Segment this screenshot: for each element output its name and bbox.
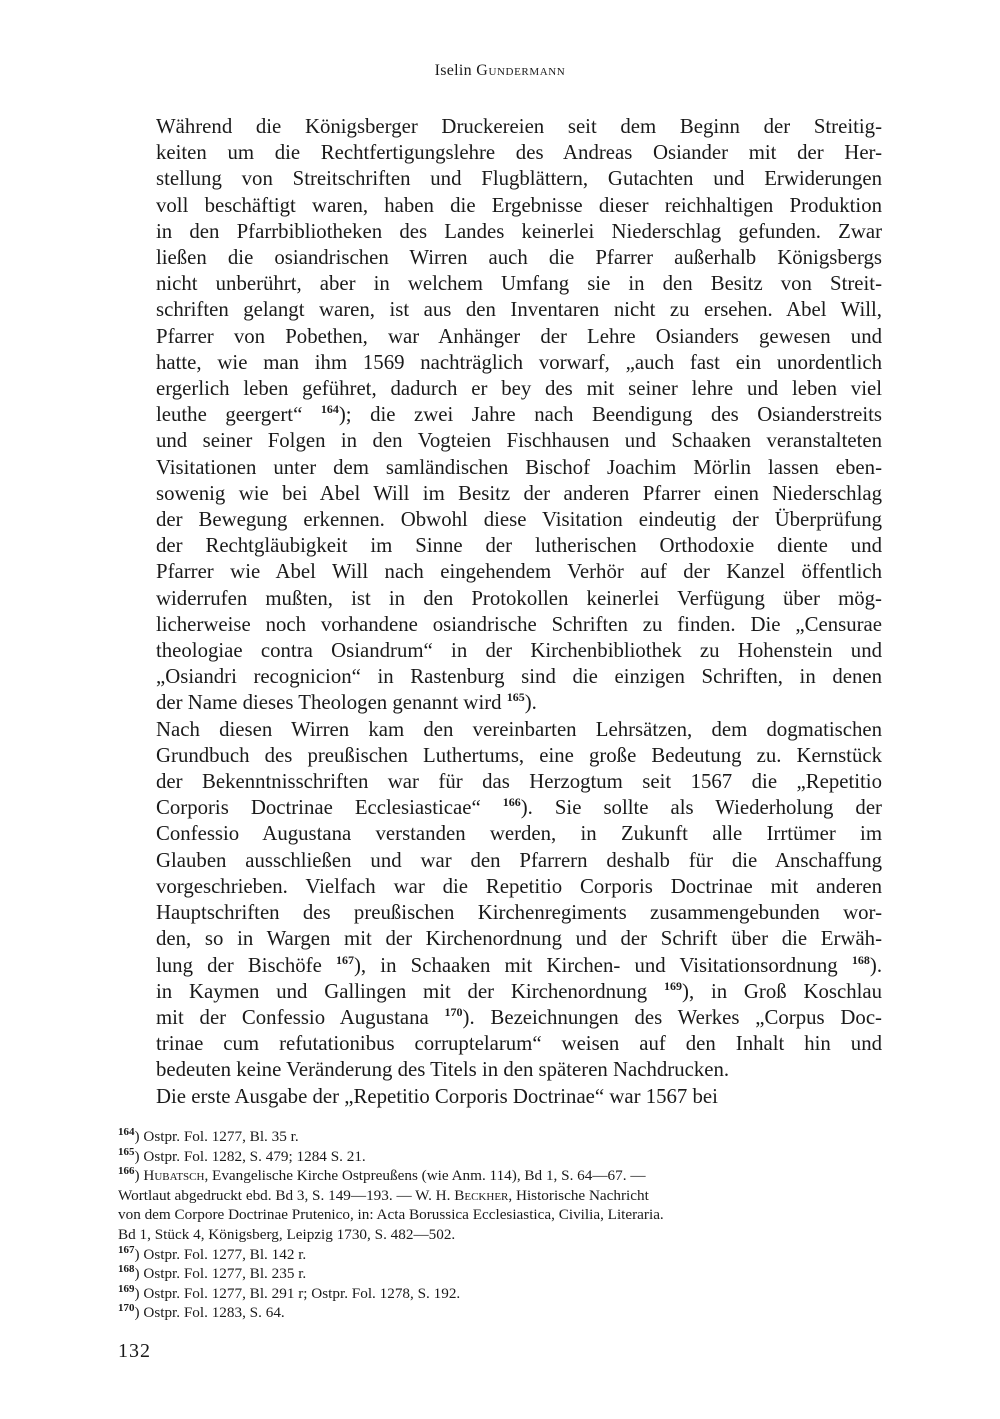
footnote-reference: 170 bbox=[444, 1004, 463, 1019]
running-header bbox=[0, 62, 1000, 80]
footnotes bbox=[118, 1127, 882, 1323]
text-line: der Bekenntnisschriften war für das Herzogtum seit 1567 die „Repetitio bbox=[156, 770, 882, 794]
footnote-reference: 164 bbox=[320, 402, 339, 417]
footnote: $^{170}$) Ostpr. Fol. 1283, S. 64. bbox=[118, 1302, 285, 1322]
paragraph bbox=[118, 114, 882, 717]
text-line: sowenig wie bei Abel Will im Besitz der anderen Pfarrer einen Niederschlag bbox=[156, 481, 882, 505]
text-line: voll beschäftigt waren, haben die Ergebnisse dieser reichhaltigen Produktion bbox=[156, 193, 882, 217]
small-caps-name: Hubatsch bbox=[143, 1167, 205, 1185]
footnote-label: 165 bbox=[118, 1145, 135, 1158]
text-line: Pfarrer von Pobethen, war Anhänger der Lehre Osianders gewesen und bbox=[156, 324, 882, 348]
page-number: 132 bbox=[118, 1340, 151, 1362]
text-line: der Rechtgläubigkeit im Sinne der lutherischen Orthodoxie diente und bbox=[156, 534, 882, 558]
footnote-label: 170 bbox=[118, 1302, 135, 1315]
text-line: und seiner Folgen in den Vogteien Fischhausen und Schaaken veranstalteten bbox=[156, 429, 882, 453]
text-line: „Osiandri recognicion“ in Rastenburg sind die einzigen Schriften, in denen bbox=[156, 665, 882, 689]
footnote-reference: 167 bbox=[336, 952, 354, 967]
footnote-reference: 169 bbox=[664, 978, 683, 993]
text-line: vorgeschrieben. Vielfach war die Repetitio Corporis Doctrinae mit anderen bbox=[156, 874, 882, 898]
footnote-label: 167 bbox=[118, 1243, 135, 1256]
text-line: theologiae contra Osiandrum“ in der Kirchenbibliothek zu Hohenstein und bbox=[156, 639, 882, 663]
body-text bbox=[118, 114, 882, 1110]
footnote-label: 169 bbox=[118, 1282, 135, 1295]
footnote-continuation: Wortlaut abgedruckt ebd. Bd 3, S. 149—193. — W. H. Beckher, Historische Nachricht bbox=[118, 1186, 649, 1204]
footnote-label: 166 bbox=[118, 1165, 135, 1178]
footnote: $^{167}$) Ostpr. Fol. 1277, Bl. 142 r. bbox=[118, 1243, 307, 1263]
text-line: keiten um die Rechtfertigungslehre des Andreas Osiander mit der Her- bbox=[156, 141, 882, 165]
text-line: Hauptschriften des preußischen Kirchenregiments zusammengebunden wor- bbox=[156, 901, 882, 925]
text-line: trinae cum refutationibus corruptelarum“ weisen auf den Inhalt hin und bbox=[156, 1032, 882, 1056]
text-line: Glauben ausschließen und war den Pfarrern deshalb für die Anschaffung bbox=[156, 848, 882, 872]
footnote: $^{164}$) Ostpr. Fol. 1277, Bl. 35 r. bbox=[118, 1125, 299, 1145]
footnote: $^{166}$) Hubatsch, Evangelische Kirche Ostpreußens (wie Anm. 114), Bd 1, S. 64—67. — bbox=[118, 1165, 646, 1185]
text-line: den, so in Wargen mit der Kirchenordnung und der Schrift über die Erwäh- bbox=[156, 927, 882, 951]
text-line: mit der Confessio Augustana $^{170}$). Bezeichnungen des Werkes „Corpus Doc- bbox=[156, 1004, 882, 1029]
footnote: $^{168}$) Ostpr. Fol. 1277, Bl. 235 r. bbox=[118, 1263, 307, 1283]
text-line: licherweise noch vorhandene osiandrische Schriften zu finden. Die „Censurae bbox=[156, 612, 882, 636]
footnote-label: 164 bbox=[118, 1125, 135, 1138]
text-line: ergerlich leben geführet, dadurch er bey des mit seiner lehre und leben viel bbox=[156, 377, 882, 401]
text-line: leuthe geergert“ $^{164}$); die zwei Jahre nach Beendigung des Osianderstreits bbox=[156, 402, 883, 427]
footnote-continuation: Bd 1, Stück 4, Königsberg, Leipzig 1730, S. 482—502. bbox=[118, 1225, 456, 1243]
text-line: in Kaymen und Gallingen mit der Kirchenordnung $^{169}$), in Groß Koschlau bbox=[156, 978, 882, 1003]
footnote: $^{169}$) Ostpr. Fol. 1277, Bl. 291 r; Ostpr. Fol. 1278, S. 192. bbox=[118, 1282, 461, 1302]
footnote-reference: 168 bbox=[851, 952, 870, 967]
footnote: $^{165}$) Ostpr. Fol. 1282, S. 479; 1284 S. 21. bbox=[118, 1145, 366, 1165]
text-line: nicht unberührt, aber in welchem Umfang sie in den Besitz von Streit- bbox=[156, 272, 882, 296]
text-line: Grundbuch des preußischen Luthertums, eine große Bedeutung zu. Kernstück bbox=[156, 743, 882, 767]
header-author-last: Gundermann bbox=[476, 62, 566, 79]
text-line: hatte, wie man ihm 1569 nachträglich vorwarf, „auch fast ein unordentlich bbox=[156, 350, 882, 374]
text-line: Confessio Augustana verstanden werden, in Zukunft alle Irrtümer im bbox=[156, 822, 882, 846]
small-caps-name: Beckher bbox=[454, 1186, 509, 1204]
text-line: ließen die osiandrischen Wirren auch die Pfarrer außerhalb Königsbergs bbox=[156, 246, 882, 270]
text-line: stellung von Streitschriften und Flugblättern, Gutachten und Erwiderungen bbox=[156, 167, 882, 191]
footnote-label: 168 bbox=[118, 1263, 135, 1276]
text-line: Visitationen unter dem samländischen Bischof Joachim Mörlin lassen eben- bbox=[156, 455, 882, 479]
header-author-first: Iselin bbox=[434, 62, 472, 79]
footnote-reference: 166 bbox=[502, 795, 521, 810]
text-line: lung der Bischöfe $^{167}$), in Schaaken mit Kirchen- und Visitationsordnung $^{168}$). bbox=[156, 952, 883, 977]
text-line: schriften gelangt waren, ist aus den Inventaren nicht zu ersehen. Abel Will, bbox=[156, 298, 882, 322]
footnote-reference: 165 bbox=[506, 690, 525, 705]
footnote-continuation: von dem Corpore Doctrinae Prutenico, in: Acta Borussica Ecclesiastica, Civilia, Literaria. bbox=[118, 1206, 664, 1224]
text-line: Nach diesen Wirren kam den vereinbarten Lehrsätzen, dem dogmatischen bbox=[156, 717, 882, 741]
text-line: Während die Königsberger Druckereien seit dem Beginn der Streitig- bbox=[156, 115, 882, 138]
text-line: in den Pfarrbibliotheken des Landes keinerlei Niederschlag gefunden. Zwar bbox=[156, 219, 882, 243]
text-line: der Name dieses Theologen genannt wird $^{165}$). bbox=[156, 690, 537, 715]
text-line: der Bewegung erkennen. Obwohl diese Visitation eindeutig der Überprüfung bbox=[156, 508, 882, 532]
paragraph bbox=[118, 1084, 882, 1110]
text-line: Corporis Doctrinae Ecclesiasticae“ $^{166}$). Sie sollte als Wiederholung der bbox=[156, 795, 882, 820]
text-line: Die erste Ausgabe der „Repetitio Corporis Doctrinae“ war 1567 bei bbox=[156, 1084, 718, 1108]
text-line: widerrufen mußten, ist in den Protokollen keinerlei Verfügung über mög- bbox=[156, 586, 882, 610]
paragraph bbox=[118, 717, 882, 1084]
text-line: Pfarrer wie Abel Will nach eingehendem Verhör auf der Kanzel öffentlich bbox=[156, 560, 882, 584]
text-line: bedeuten keine Veränderung des Titels in den späteren Nachdrucken. bbox=[156, 1058, 730, 1082]
